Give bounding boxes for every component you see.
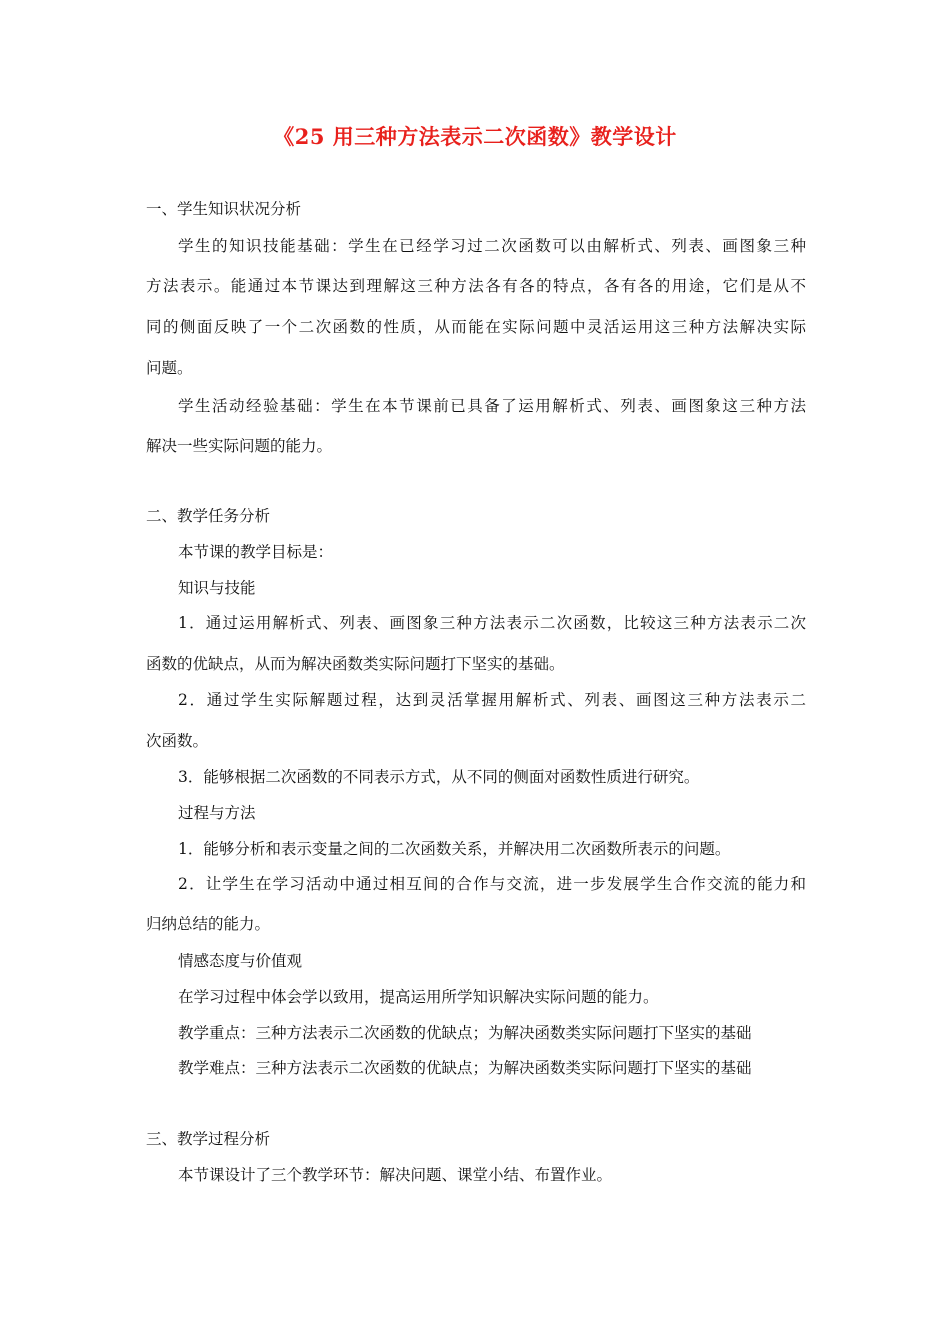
section-heading-1: 一、学生知识状况分析: [146, 200, 302, 218]
subheading-attitude: 情感态度与价值观: [178, 952, 303, 970]
paragraph-line: 1．能够分析和表示变量之间的二次函数关系，并解决用二次函数所表示的问题。: [178, 840, 731, 858]
paragraph-line: 次函数。: [146, 732, 209, 750]
paragraph-line: 同的侧面反映了一个二次函数的性质，从而能在实际问题中灵活运用这三种方法解决实际: [146, 318, 806, 336]
paragraph-line: 学生活动经验基础：学生在本节课前已具备了运用解析式、列表、画图象这三种方法: [178, 397, 806, 415]
paragraph-line: 解决一些实际问题的能力。: [146, 437, 333, 455]
subheading-process: 过程与方法: [178, 804, 256, 822]
paragraph-line: 2．让学生在学习活动中通过相互间的合作与交流，进一步发展学生合作交流的能力和: [178, 875, 806, 893]
paragraph-line: 归纳总结的能力。: [146, 915, 271, 933]
paragraph-line: 2．通过学生实际解题过程，达到灵活掌握用解析式、列表、画图这三种方法表示二: [178, 691, 806, 709]
document-title: 《25 用三种方法表示二次函数》教学设计: [273, 124, 677, 149]
paragraph-line: 1．通过运用解析式、列表、画图象三种方法表示二次函数，比较这三种方法表示二次: [178, 614, 806, 632]
section-heading-3: 三、教学过程分析: [146, 1130, 271, 1148]
paragraph-line: 学生的知识技能基础：学生在已经学习过二次函数可以由解析式、列表、画图象三种: [178, 237, 806, 255]
paragraph-line: 函数的优缺点，从而为解决函数类实际问题打下坚实的基础。: [146, 655, 565, 673]
section-heading-2: 二、教学任务分析: [146, 507, 271, 525]
paragraph-line: 问题。: [146, 359, 193, 377]
difficult-point-line: 教学难点：三种方法表示二次函数的优缺点；为解决函数类实际问题打下坚实的基础: [178, 1059, 752, 1077]
paragraph-line: 在学习过程中体会学以致用，提高运用所学知识解决实际问题的能力。: [178, 988, 659, 1006]
paragraph-line: 本节课设计了三个教学环节：解决问题、课堂小结、布置作业。: [178, 1166, 613, 1184]
paragraph-line: 方法表示。能通过本节课达到理解这三种方法各有各的特点，各有各的用途，它们是从不: [146, 277, 806, 295]
key-point-line: 教学重点：三种方法表示二次函数的优缺点；为解决函数类实际问题打下坚实的基础: [178, 1024, 752, 1042]
paragraph-line: 本节课的教学目标是：: [178, 543, 334, 561]
paragraph-line: 3．能够根据二次函数的不同表示方式，从不同的侧面对函数性质进行研究。: [178, 768, 700, 786]
subheading-knowledge: 知识与技能: [178, 579, 256, 597]
